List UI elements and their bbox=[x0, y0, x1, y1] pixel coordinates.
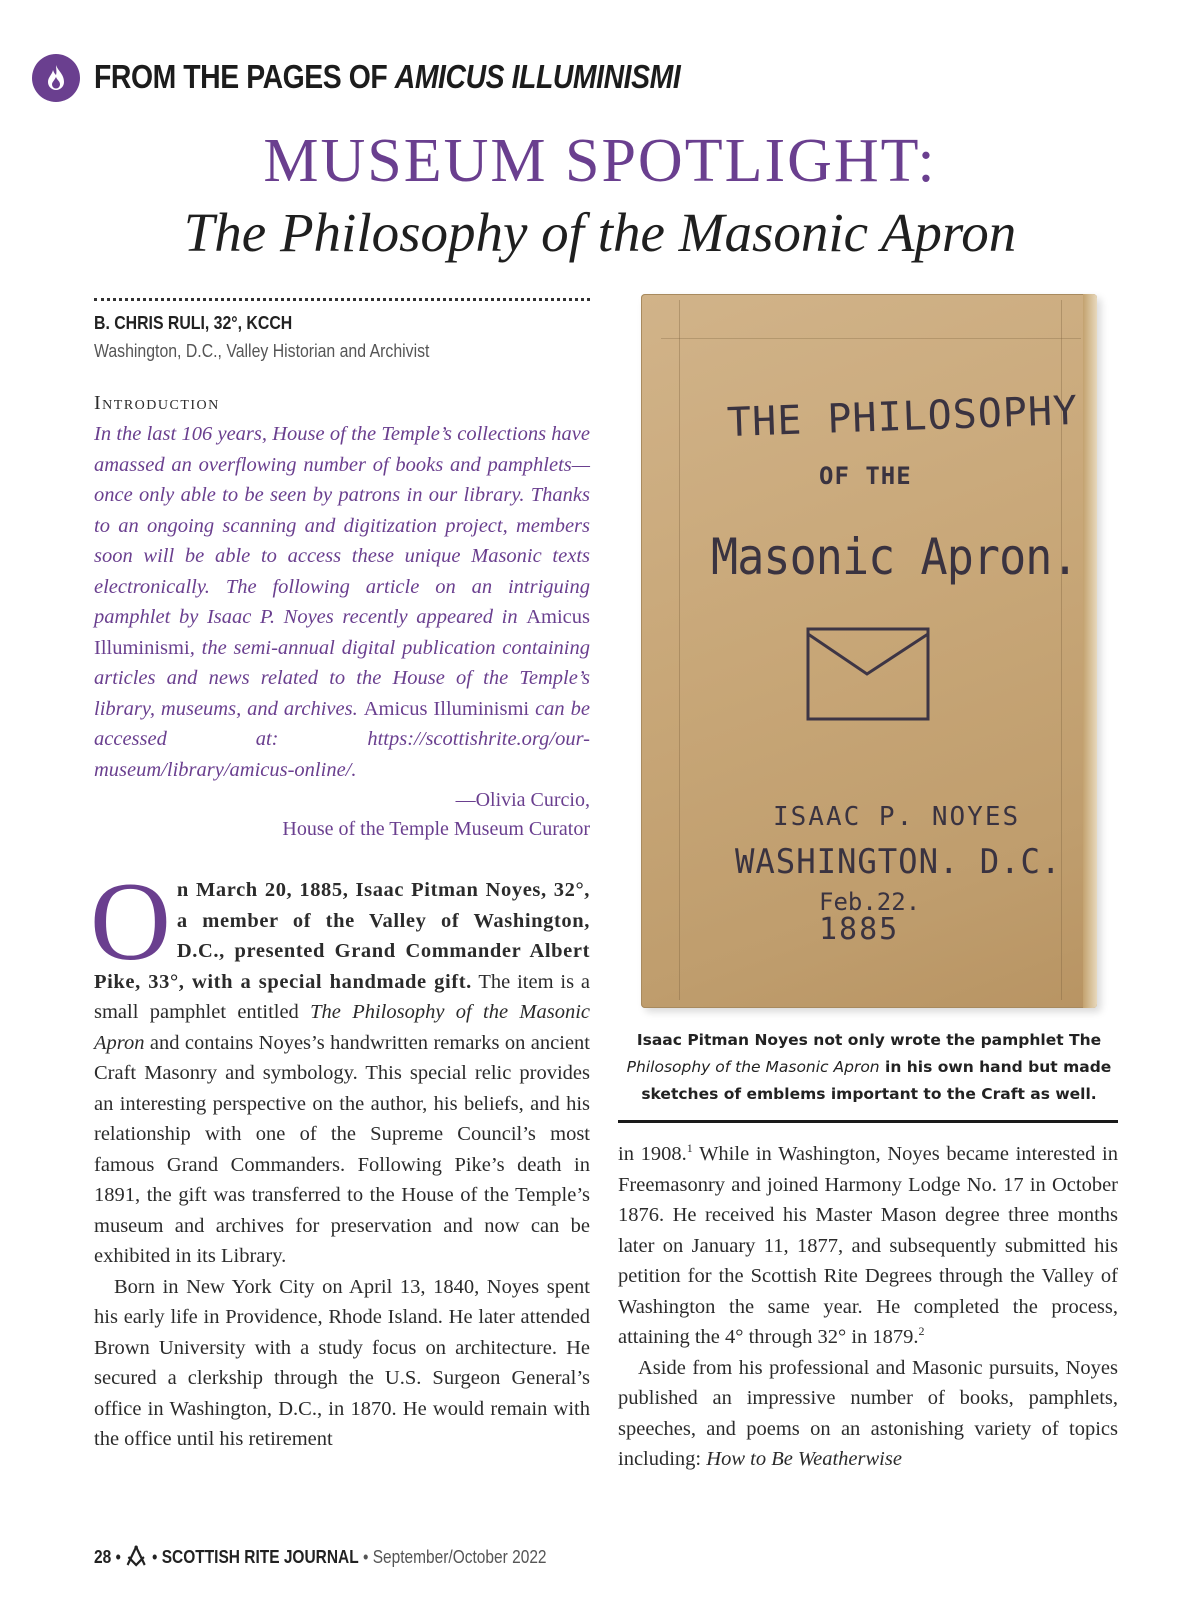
pamphlet-title-line: Masonic Apron. bbox=[711, 528, 1078, 586]
issue-date: September/October 2022 bbox=[372, 1547, 547, 1567]
article-paragraph: Aside from his professional and Masonic pursuits, Noyes published an impressive number of books, pamphlets, speeches, and poems on an astonishing variety of topics including: How to Be Weatherwise bbox=[618, 1356, 1118, 1470]
footnote-ref: 1 bbox=[686, 1141, 693, 1156]
intro-attribution-title: House of the Temple Museum Curator bbox=[282, 818, 590, 840]
flame-icon bbox=[44, 63, 68, 93]
page-subtitle: The Philosophy of the Masonic Apron bbox=[183, 202, 1017, 263]
journal-name: SCOTTISH RITE JOURNAL bbox=[161, 1547, 359, 1567]
pamphlet-place: WASHINGTON. D.C. bbox=[735, 842, 1062, 882]
pamphlet-year: 1885 bbox=[819, 912, 900, 947]
intro-heading: Introduction bbox=[94, 392, 220, 414]
drop-cap: O bbox=[90, 860, 171, 984]
pamphlet-photo bbox=[641, 294, 1097, 1008]
intro-attribution-name: —Olivia Curcio, bbox=[455, 789, 590, 811]
page-footer: 28 • • SCOTTISH RITE JOURNAL • September/October 2022 bbox=[94, 1547, 547, 1567]
section-kicker bbox=[94, 58, 680, 96]
publication-name: Amicus Illuminismi bbox=[363, 697, 530, 720]
pamphlet-date: Feb.22. bbox=[819, 888, 921, 916]
photo-caption: Isaac Pitman Noyes not only wrote the pamphlet The Philosophy of the Masonic Apron in his own hand but made sketches of emblems important to the Craft as well. bbox=[626, 1031, 1112, 1103]
caption-divider bbox=[618, 1120, 1118, 1123]
pamphlet-title-line: OF THE bbox=[819, 462, 912, 490]
section-badge bbox=[32, 54, 80, 102]
pamphlet-title-line: THE PHILOSOPHY bbox=[726, 387, 1079, 447]
dotted-divider bbox=[94, 298, 590, 301]
author-name: B. CHRIS RULI, 32°, KCCH bbox=[94, 313, 293, 333]
article-paragraph: Born in New York City on April 13, 1840, Noyes spent his early life in Providence, Rhode Island. He later attended Brown University with a study focus on architecture. He secured a clerkship through the U.S. Surgeon General’s office in Washington, D.C., in 1870. He would remain with the office until his retirement bbox=[94, 1275, 590, 1450]
kicker-publication: AMICUS ILLUMINISMI bbox=[394, 58, 681, 95]
square-compass-icon bbox=[125, 1545, 147, 1567]
intro-text: In the last 106 years, House of the Temple’s collections have amassed an overflowing number of books and pamphlets—once only able to be seen by patrons in our library. Thanks to an ongoing scanning and digitization project, members soon will be able to access these unique Masonic texts electronically. The following article on an intriguing pamphlet by Isaac P. Noyes recently appeared in Amicus Illuminismi, the semi-annual digital publication containing articles and news related to the House of the Temple’s library, museums, and archives. Amicus Illuminismi can be accessed at: https://scottishrite.org/our-museum/library/amicus-online/. bbox=[94, 423, 590, 781]
kicker-prefix: FROM THE PAGES OF bbox=[94, 58, 395, 95]
article-column-right bbox=[618, 1139, 1118, 1475]
pamphlet-author: ISAAC P. NOYES bbox=[773, 802, 1021, 832]
article-paragraph: in 1908.$^1$ While in Washington, Noyes became interested in Freemasonry and joined Harmony Lodge No. 17 in October 1876. He received his Master Mason degree three months later on January 11, 1877, and subsequently submitted his petition for the Scottish Rite Degrees through the Valley of Washington the same year. He completed the process, attaining the 4° through 32° in 1879.$^2$ bbox=[618, 1141, 1118, 1348]
apron-sketch-icon bbox=[805, 626, 931, 722]
author-role: Washington, D.C., Valley Historian and Archivist bbox=[94, 341, 430, 361]
page-title: MUSEUM SPOTLIGHT: bbox=[263, 127, 937, 195]
article-column-left bbox=[90, 860, 590, 1455]
article-paragraph: On March 20, 1885, Isaac Pitman Noyes, 32°, a member of the Valley of Washington, D.C., presented Grand Commander Albert Pike, 33°, with a special handmade gift. The item is a small pamphlet entitled The Philosophy of the Masonic Apron and contains Noyes’s handwritten remarks on ancient Craft Masonry and symbology. This special relic provides an interesting perspective on the author, his beliefs, and his relationship with one of the Supreme Council’s most famous Grand Commanders. Following Pike’s death in 1891, the gift was transferred to the House of the Temple’s museum and archives for preservation and now can be exhibited in its Library. bbox=[90, 860, 590, 1267]
publication-name: Amicus Illuminismi bbox=[94, 606, 590, 659]
footnote-ref: 2 bbox=[918, 1324, 925, 1339]
page-number: 28 bbox=[94, 1547, 112, 1567]
